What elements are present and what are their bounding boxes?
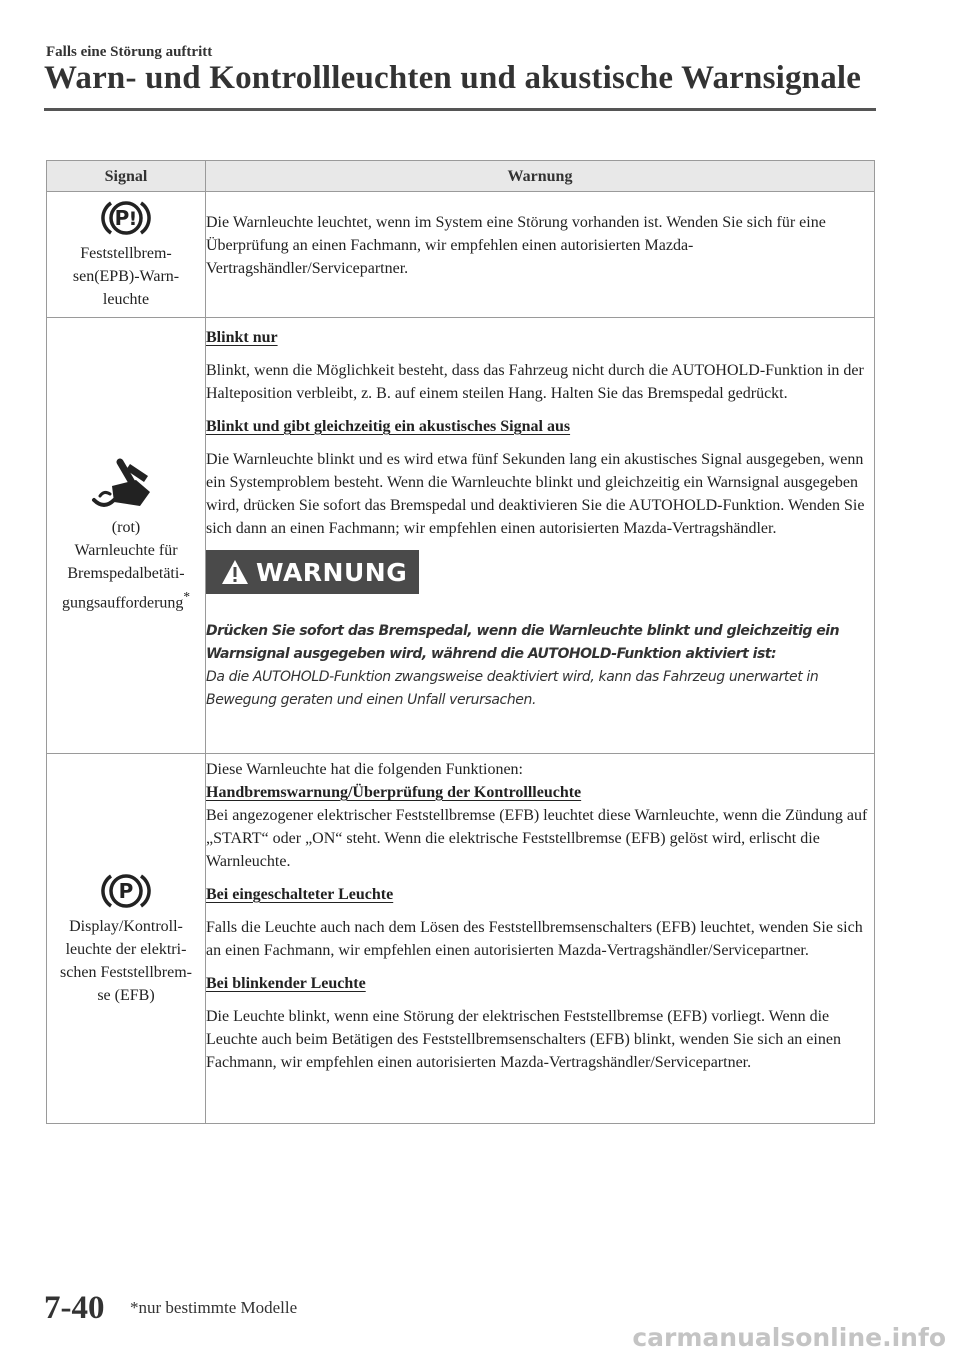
warning-banner [206,550,419,594]
warning-text: Die Warnleuchte blinkt und es wird etwa fünf Sekunden lang ein akustisches Signal ausgegeben, wenn ein Systemproblem besteht. Wenn die Warnleuchte blinkt und gleichzeitig ein Warnsignal ausgegeben wird, drücken Sie sofort das Bremspedal und deaktivieren Sie die AUTOHOLD-Funktion. Wenden Sie sich dann an einen Fachmann; wir empfehlen einen autorisierten Mazda-Vertragshändler. [206,451,865,537]
signal-label-line: Warnleuchte für [74,542,178,560]
brake-pedal-icon [90,456,162,512]
page-title: Warn- und Kontrollleuchten und akustische Warnsignale [44,60,862,96]
signal-label-line: Feststellbrem- [80,245,172,262]
signal-label-line: schen Feststellbrem- [60,963,192,981]
warning-lights-table [46,160,875,1124]
subheading: Bei blinkender Leuchte [206,975,366,992]
signal-label-line: sen(EPB)-Warn- [72,268,180,285]
signal-label-line: leuchte [102,291,150,308]
section-label: Falls eine Störung auftritt [46,44,213,60]
parking-p-icon [98,871,154,911]
signal-label-line: leuchte der elektri- [65,940,187,958]
warning-banner-label: WARNUNG [256,557,408,587]
warning-bold-text: Drücken Sie sofort das Bremspedal, wenn die Warnleuchte blinkt und gleichzeitig ein Warnsignal ausgegeben wird, während die AUTOHOLD-Funktion aktiviert ist: [206,623,840,662]
warning-cell [206,754,875,1124]
signal-label-line: (rot) [111,519,141,537]
warning-italic-text: Da die AUTOHOLD-Funktion zwangsweise deaktiviert wird, kann das Fahrzeug unerwartet in Bewegung geraten und einen Unfall verursachen. [206,669,819,708]
signal-label-line [47,585,205,614]
title-rule [44,108,876,111]
signal-label-line: Display/Kontroll- [69,917,183,935]
warning-text: Bei angezogener elektrischer Feststellbremse (EFB) leuchtet diese Warnleuchte, wenn die Zündung auf „START“ oder „ON“ steht. Wenn die elektrische Feststellbremse (EFB) gelöst wird, erlischt die Warnleuchte. [206,807,868,870]
warning-triangle-icon [220,558,250,586]
signal-cell [47,754,206,1124]
footnote: *nur bestimmte Modelle [130,1298,298,1317]
warning-cell [206,192,875,318]
signal-cell [47,192,206,318]
column-header-signal: Signal [47,161,206,192]
table-header-row [47,161,875,192]
epb-warning-icon [98,198,154,238]
svg-text:!: ! [128,208,138,230]
warning-text: Die Warnleuchte leuchtet, wenn im System eine Störung vorhanden ist. Wenden Sie sich für eine Überprüfung an einen Fachmann, wir empfehlen einen autorisierten Mazda-Vertragshändler/Servicepartner. [206,214,826,277]
table-row [47,318,875,754]
subheading: Handbremswarnung/Überprüfung der Kontrollleuchte [206,784,582,801]
warning-text: Blinkt, wenn die Möglichkeit besteht, dass das Fahrzeug nicht durch die AUTOHOLD-Funktion in der Halteposition verbleibt, z. B. auf einem steilen Hang. Halten Sie das Bremspedal gedrückt. [206,362,864,402]
signal-cell [47,318,206,754]
subheading: Blinkt nur [206,329,278,346]
signal-label-line: Bremspedalbetäti- [67,565,185,583]
warning-text: Falls die Leuchte auch nach dem Lösen des Feststellbremsenschalters (EFB) leuchtet, wenden Sie sich an einen Fachmann, wir empfehlen einen autorisierten Mazda-Vertragshändler/Servicepartner. [206,919,863,959]
svg-text:P: P [114,206,130,230]
subheading: Blinkt und gibt gleichzeitig ein akustisches Signal aus [206,418,571,435]
column-header-warnung: Warnung [206,161,875,192]
warning-text: Diese Warnleuchte hat die folgenden Funktionen: [206,761,523,778]
watermark: carmanualsonline.info [632,1323,946,1352]
warning-cell [206,318,875,754]
svg-text:P: P [118,878,134,903]
table-row [47,192,875,318]
table-row [47,754,875,1124]
warning-text: Die Leuchte blinkt, wenn eine Störung der elektrischen Feststellbremse (EFB) vorliegt. Wenn die Leuchte auch beim Betätigen des Feststellbremsenschalters (EFB) blinkt, wenden Sie sich an einen Fachmann, wir empfehlen einen autorisierten Mazda-Vertragshändler/Servicepartner. [206,1008,841,1071]
signal-label-line: se (EFB) [97,986,155,1004]
subheading: Bei eingeschalteter Leuchte [206,886,394,903]
page-number: 7-40 [44,1290,105,1326]
footnote-asterisk: * [183,589,191,605]
signal-label-text: gungsaufforderung [61,594,184,612]
